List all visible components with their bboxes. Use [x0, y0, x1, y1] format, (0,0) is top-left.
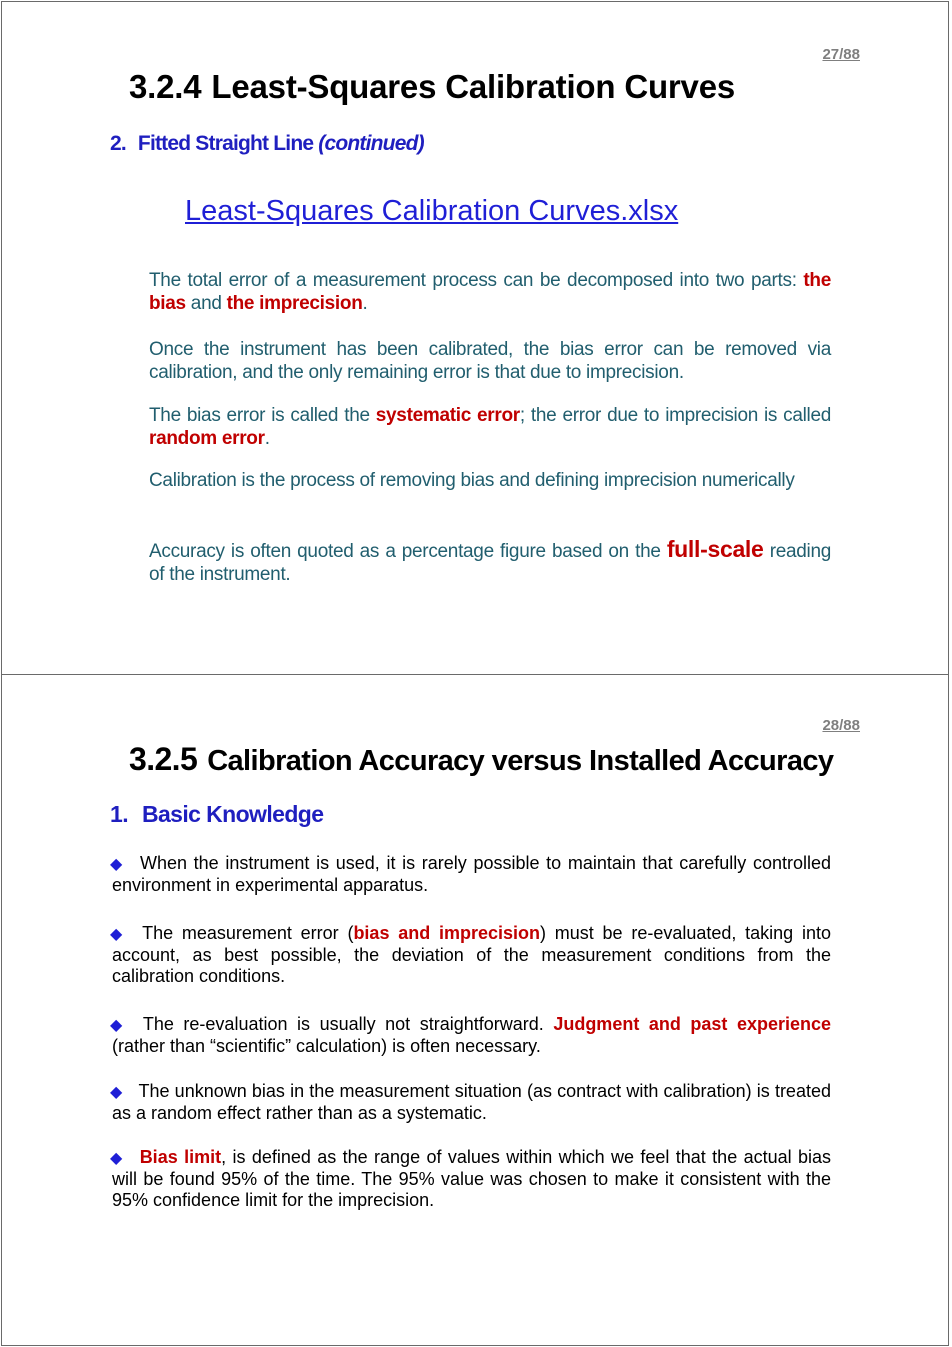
- diamond-bullet-icon: ◆: [110, 926, 127, 943]
- subheading-text: Basic Knowledge: [141, 801, 324, 827]
- text: Accuracy is often quoted as a percentage figure based on the: [149, 541, 667, 562]
- subheading-text: Fitted Straight Line: [137, 132, 319, 155]
- section-title: Least-Squares Calibration Curves: [211, 68, 736, 105]
- bullet-item: [112, 1014, 831, 1057]
- subheading-number: 2.: [110, 132, 126, 155]
- subheading-number: 1.: [110, 801, 128, 827]
- slide-28: [1, 674, 949, 1346]
- text: The measurement error (: [142, 923, 354, 943]
- text: The bias error is called the: [149, 405, 376, 426]
- emphasis-systematic-error: systematic error: [375, 405, 520, 426]
- paragraph-systematic: [149, 404, 831, 450]
- text: and: [185, 293, 227, 314]
- text: .: [264, 428, 270, 449]
- subheading: [110, 132, 424, 156]
- section-number: 3.2.4: [129, 68, 202, 105]
- text: The total error of a measurement process can be decomposed into two parts:: [149, 270, 804, 291]
- text: ; the error due to imprecision is called: [519, 405, 831, 426]
- text: , is defined as the range of values within which we feel that the actual bias will be found 95% of the time. The 95% value was chosen to make it consistent with the 95% confidence limit for the imprecision.: [112, 1147, 832, 1210]
- slide-title: [129, 741, 833, 778]
- section-title: Calibration Accuracy versus Installed Accuracy: [207, 745, 834, 777]
- diamond-bullet-icon: ◆: [110, 1017, 127, 1034]
- text: The unknown bias in the measurement situation (as contract with calibration) is treated as a random effect rather than as a systematic.: [112, 1081, 831, 1123]
- bullet-item: [112, 923, 831, 987]
- paragraph-accuracy: [149, 538, 831, 586]
- paragraph-total-error: [149, 269, 831, 315]
- emphasis-bias-imprecision: bias and imprecision: [353, 923, 541, 943]
- subheading: [110, 801, 323, 828]
- diamond-bullet-icon: ◆: [110, 1084, 123, 1101]
- emphasis-random-error: random error: [149, 428, 265, 449]
- emphasis-full-scale: full-scale: [666, 536, 764, 562]
- page-number: 27/88: [822, 46, 860, 63]
- emphasis-imprecision: the imprecision: [226, 293, 363, 314]
- paragraph-calibrated: Once the instrument has been calibrated, the bias error can be removed via calibration, and the only remaining error is that due to imprecision.: [149, 339, 831, 383]
- section-number: 3.2.5: [129, 741, 198, 777]
- bullet-item: [112, 853, 831, 896]
- paragraph-calibration-definition: Calibration is the process of removing bias and defining imprecision numerically: [149, 470, 795, 491]
- text: reading of the instrument.: [149, 541, 831, 585]
- diamond-bullet-icon: ◆: [110, 856, 124, 873]
- emphasis-bias: the bias: [149, 270, 831, 314]
- emphasis-bias-limit: Bias limit: [139, 1147, 222, 1167]
- text: The re-evaluation is usually not straightforward.: [142, 1014, 554, 1034]
- text: (rather than “scientific” calculation) is often necessary.: [112, 1036, 541, 1056]
- spreadsheet-link[interactable]: Least-Squares Calibration Curves.xlsx: [185, 195, 679, 227]
- slide-title: [129, 68, 735, 106]
- bullet-item: [112, 1147, 831, 1211]
- text: When the instrument is used, it is rarely possible to maintain that carefully controlled environment in experimental apparatus.: [112, 853, 831, 895]
- text: ) must be re-evaluated, taking into account, as best possible, the deviation of the measurement conditions from the calibration conditions.: [112, 923, 831, 986]
- bullet-item: [112, 1081, 831, 1124]
- emphasis-judgment: Judgment and past experience: [553, 1014, 832, 1034]
- page-number: 28/88: [822, 717, 860, 734]
- text: .: [362, 293, 368, 314]
- diamond-bullet-icon: ◆: [110, 1150, 124, 1167]
- subheading-italic: (continued): [318, 132, 424, 155]
- slide-27: [1, 1, 949, 675]
